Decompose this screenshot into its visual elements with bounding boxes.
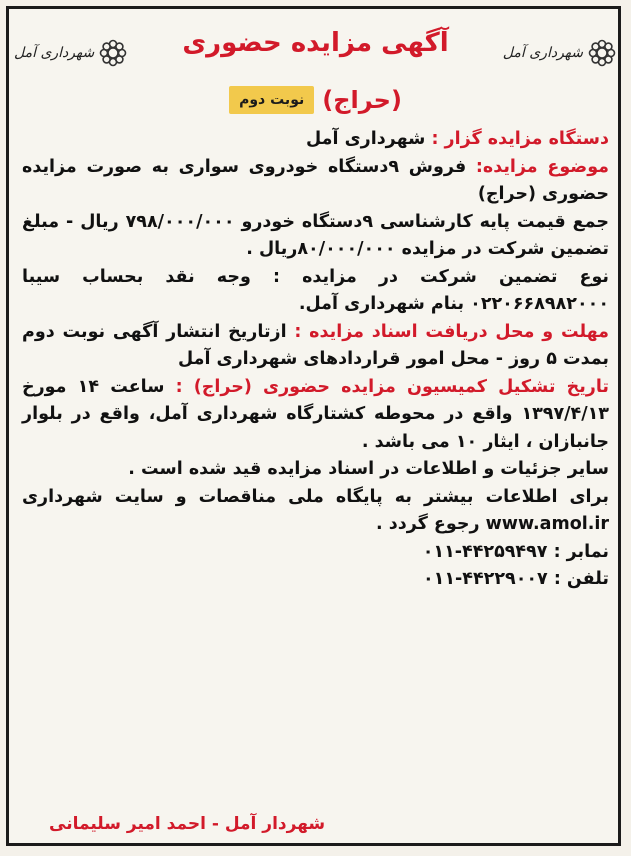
subject-value: فروش ۹دستگاه خودروی سواری به صورت مزایده حضوری (حراج) — [22, 156, 609, 204]
commission-paragraph — [22, 374, 609, 457]
more-info-text: برای اطلاعات بیشتر به پایگاه ملی مناقصات و سایت شهرداری — [22, 486, 609, 507]
deadline-value: ازتاریخ انتشار آگهی نوبت دوم بمدت ۵ روز - محل امور قراردادهای شهرداری آمل — [22, 321, 609, 369]
phone-label: تلفن : — [547, 569, 609, 589]
fax-line — [22, 539, 609, 567]
details-paragraph: سایر جزئیات و اطلاعات در اسناد مزایده قید شده است . — [128, 459, 609, 479]
subtitle-row — [0, 86, 631, 114]
ad-subtitle: (حراج) — [322, 86, 402, 114]
organizer-label: دستگاه مزایده گزار : — [431, 129, 609, 149]
commission-value: ساعت ۱۴ مورخ ۱۳۹۷/۴/۱۳ واقع در محوطه کشتارگاه شهرداری آمل، واقع در بلوار جانبازان ، ایثار ۱۰ می باشد . — [22, 376, 609, 452]
price-paragraph: جمع قیمت پایه کارشناسی ۹دستگاه خودرو ۷۹۸/۰۰۰/۰۰۰ ریال - مبلغ تضمین شرکت در مزایده ۸۰/۰۰۰/۰۰۰ریال . — [22, 211, 609, 259]
deadline-label: مهلت و محل دریافت اسناد مزایده : — [294, 321, 609, 342]
fax-number: ۰۱۱-۴۴۲۵۹۴۹۷ — [422, 541, 548, 562]
mayor-signature: شهردار آمل - احمد امیر سلیمانی — [49, 814, 326, 834]
organizer-value: شهرداری آمل — [306, 129, 432, 149]
phone-number: ۰۱۱-۴۴۲۲۹۰۰۷ — [422, 569, 548, 589]
more-info-text-end: رجوع گردد . — [376, 514, 486, 534]
deadline-paragraph — [22, 319, 609, 374]
round-badge: نوبت دوم — [229, 86, 314, 114]
commission-label: تاریخ تشکیل کمیسیون مزایده حضوری (حراج) : — [175, 376, 609, 397]
logo-text-right: شهرداری آمل — [502, 45, 583, 61]
ad-body — [22, 126, 609, 594]
fax-label: نمابر : — [547, 541, 609, 562]
subject-label: موضوع مزایده: — [475, 156, 610, 177]
website-link[interactable]: www.amol.ir — [485, 514, 609, 534]
ad-title: آگهی مزایده حضوری — [182, 28, 449, 58]
guarantee-paragraph: نوع تضمین شرکت در مزایده : وجه نقد بحساب سیبا ۰۲۲۰۶۶۸۹۸۲۰۰۰ بنام شهرداری آمل. — [22, 266, 609, 314]
logo-text-left: شهرداری آمل — [14, 45, 95, 61]
more-info-paragraph — [22, 484, 609, 539]
organizer-paragraph — [22, 126, 609, 154]
subject-paragraph — [22, 154, 609, 209]
phone-line — [22, 566, 609, 594]
